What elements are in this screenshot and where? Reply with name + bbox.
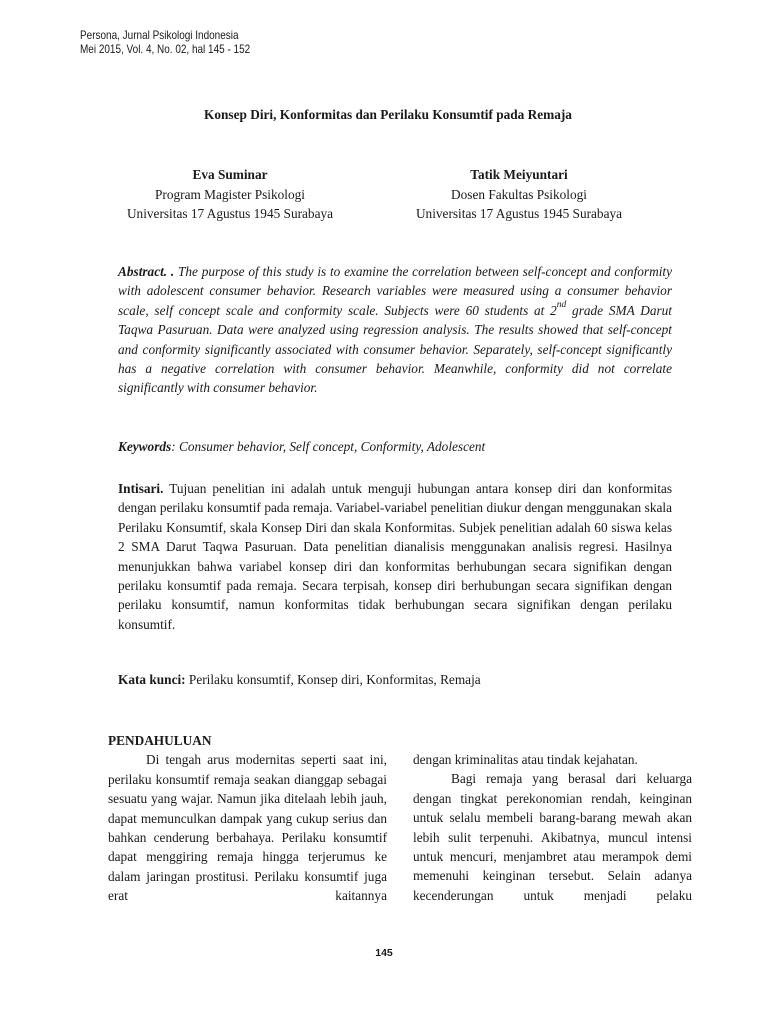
author-name: Eva Suminar (192, 167, 268, 182)
author-block-1 (85, 165, 375, 224)
body-column-left (108, 731, 387, 906)
author-role: Dosen Fakultas Psikologi (451, 186, 587, 202)
abstract (118, 262, 672, 398)
abstract-label: Abstract. . (118, 264, 175, 279)
author-affiliation: Universitas 17 Agustus 1945 Surabaya (126, 206, 334, 222)
keywords-text: : Consumer behavior, Self concept, Conformity, Adolescent (171, 439, 486, 454)
kata-kunci-text: Perilaku konsumtif, Konsep diri, Konformitas, Remaja (185, 672, 481, 687)
journal-issue: Mei 2015, Vol. 4, No. 02, hal 145 - 152 (80, 43, 251, 56)
section-heading: PENDAHULUAN (108, 733, 212, 748)
author-name: Tatik Meiyuntari (470, 167, 568, 182)
author-block-2 (374, 165, 664, 224)
journal-header (80, 29, 250, 57)
paper-title: Konsep Diri, Konformitas dan Perilaku Konsumtif pada Remaja (204, 107, 572, 122)
abstract-text: The purpose of this study is to examine the correlation between self-concept and conformity with adolescent consumer behavior. Research variables were measured using a consumer behavior scale, self concept scale and conformity scale. Subjects were 60 students at 2 (118, 264, 672, 318)
keywords (118, 439, 672, 455)
abstract-text-continued: grade SMA Darut Taqwa Pasuruan. Data were analyzed using regression analysis. The results showed that self-concept and conformity significantly associated with consumer behavior. Separately, self-concept significantly has a negative correlation with consumer behavior. Meanwhile, conformity did not correlate significantly with consumer behavior. (118, 302, 672, 396)
intisari-label: Intisari. (118, 481, 164, 496)
author-role: Program Magister Psikologi (155, 186, 305, 202)
page-number: 145 (375, 947, 393, 959)
body-paragraph: Bagi remaja yang berasal dari keluarga dengan tingkat perekonomian rendah, keinginan untuk selalu membeli barang-barang mewah akan lebih sulit terpenuhi. Akibatnya, muncul intensi untuk mencuri, menjambret atau merampok demi memenuhi keinginan tersebut. Selain adanya kecenderungan untuk menjadi pelaku (413, 771, 692, 903)
intisari (118, 479, 672, 634)
kata-kunci (118, 672, 672, 688)
kata-kunci-label: Kata kunci: (118, 672, 186, 687)
abstract-superscript: nd (556, 299, 567, 310)
body-paragraph: dengan kriminalitas atau tindak kejahatan. (413, 752, 638, 767)
journal-name: Persona, Jurnal Psikologi Indonesia (80, 29, 239, 42)
body-column-right (413, 750, 692, 905)
intisari-text: Tujuan penelitian ini adalah untuk menguji hubungan antara konsep diri dan konformitas dengan perilaku konsumtif pada remaja. Variabel-variabel penelitian diukur dengan menggunakan skala Perilaku Konsumtif, skala Konsep Diri dan skala Konformitas. Subjek penelitian adalah 60 siswa kelas 2 SMA Darut Taqwa Pasuruan. Data penelitian dianalisis menggunakan analisis regresi. Hasilnya menunjukkan bahwa variabel konsep diri dan konformitas berhubungan secara signifikan dengan perilaku konsumtif pada remaja. Secara terpisah, konsep diri berhubungan secara signifikan dengan perilaku konsumtif, namun konformitas tidak berhubungan secara signifikan dengan perilaku konsumtif. (118, 481, 672, 632)
author-affiliation: Universitas 17 Agustus 1945 Surabaya (415, 206, 623, 222)
body-paragraph: Di tengah arus modernitas seperti saat ini, perilaku konsumtif remaja seakan dianggap sebagai sesuatu yang wajar. Namun jika ditelaah lebih jauh, dapat memunculkan dampak yang cukup serius dan bahkan cenderung berbahaya. Perilaku konsumtif dapat menggiring remaja hingga terjerumus ke dalam jaringan prostitusi. Perilaku konsumtif juga erat kaitannya (108, 752, 387, 904)
keywords-label: Keywords (118, 439, 172, 454)
